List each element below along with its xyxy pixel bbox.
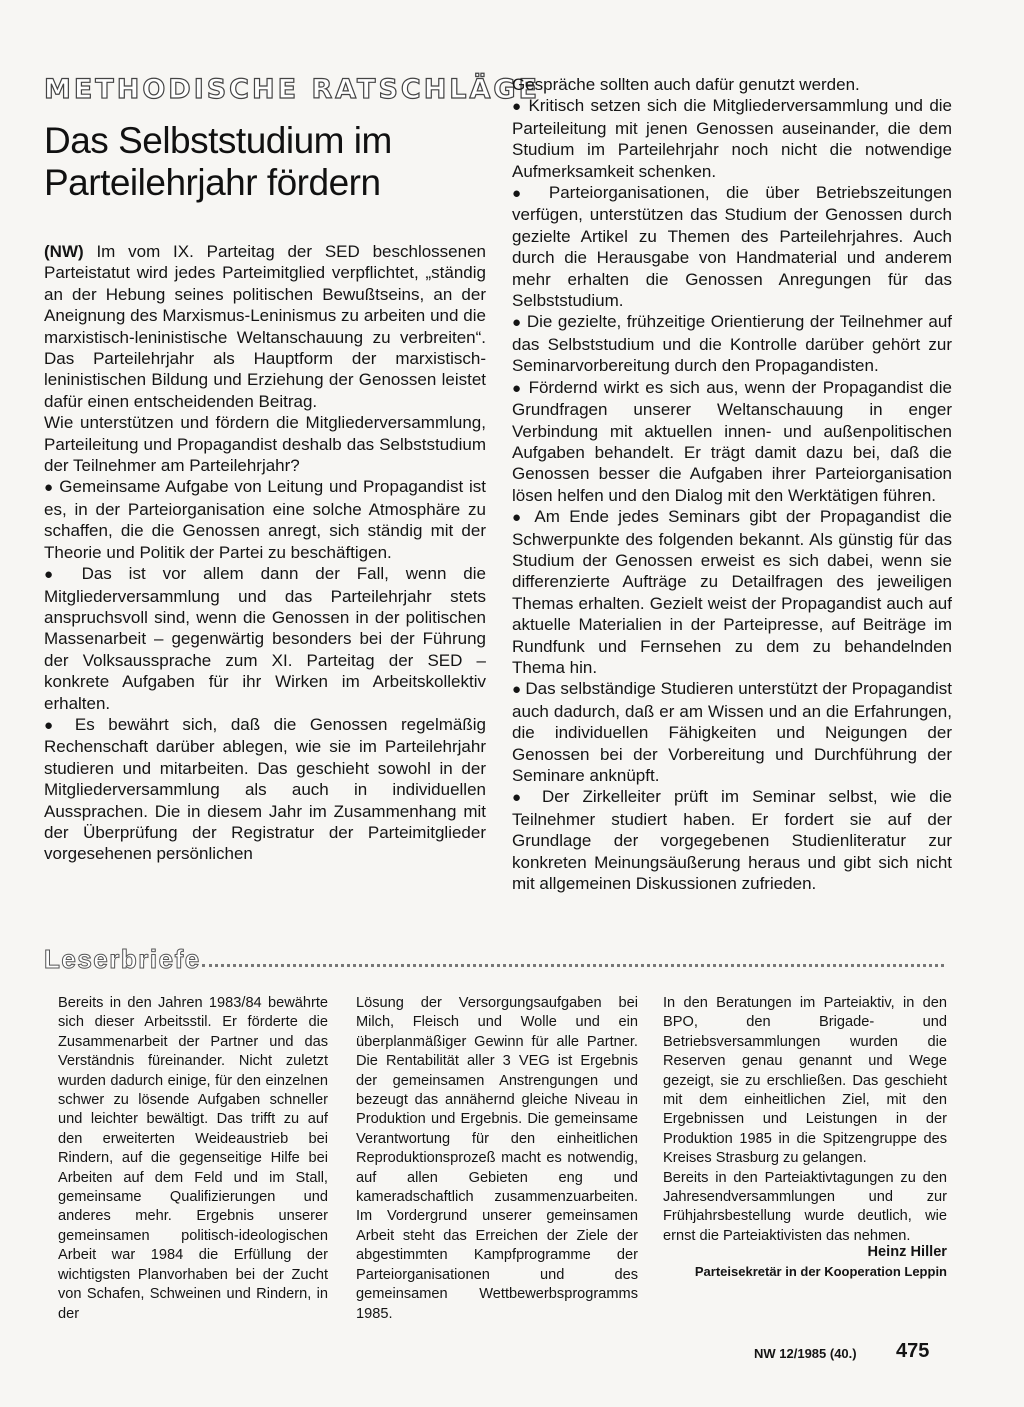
letter-text: Bereits in den Jahren 1983/84 bewährte sich dieser Arbeitsstil. Er förderte die Zusammenarbeit der Partner und das Verständnis füreinander. Nicht zuletzt wurden dadurch einige, für den einzelnen schwer zu lösende Aufgaben schneller und leichter bewältigt. Das trifft zu auf den erweiterten Weideaustrieb bei Rindern, auf die gegenseitige Hilfe bei Arbeiten auf dem Feld und im Stall, gemeinsame Qualifizierungen und anderes mehr. Ergebnis unserer gemeinsamen politisch-ideologischen Arbeit war 1984 die Erfüllung der wichtigsten Planvorhaben bei der Zucht von Schafen, Schweinen und Rindern, in der: [58, 995, 328, 1322]
bullet-point: ● Fördernd wirkt es sich aus, wenn der Propagandist die Grundfragen unserer Weltanschauung in enger Verbindung mit aktuellen innen- und außenpolitischen Aufgaben behandelt. Er trägt damit dazu bei, daß die Genossen besser die Aufgaben ihrer Parteiorganisation lösen helfen und den Dialog mit den Werktätigen führen.: [512, 377, 952, 506]
letter-author-role: Parteisekretär in der Kooperation Leppin: [694, 1264, 947, 1279]
letter-author: Heinz Hiller: [867, 1244, 947, 1260]
issue-info: NW 12/1985 (40.): [754, 1346, 857, 1361]
bullet-point: ● Parteiorganisationen, die über Betriebszeitungen verfügen, unterstützen das Studium der Genossen durch gezielte Artikel zu Themen des Parteilehrjahres. Auch durch die Herausgabe von Handmaterial und anderem mehr erhalten die Genossen Anregungen für das Selbststudium.: [512, 182, 952, 311]
letters-column-1: [58, 994, 328, 1324]
intro-text: Im vom IX. Parteitag der SED beschlossenen Parteistatut wird jedes Parteimitglied verpflichtet, „ständig an der Hebung seines politischen Bewußtseins, an der Aneignung des Marxismus-Leninismus zu arbeiten und die marxistisch-leninistische Weltanschauung zu verbreiten“. Das Parteilehrjahr als Hauptform der marxistisch-leninistischen Bildung und Erziehung der Genossen leistet dafür einen entscheidenden Beitrag.: [44, 242, 486, 411]
article-column-left: [44, 241, 486, 865]
lead-tag: (NW): [44, 242, 84, 261]
letter-text: In den Beratungen im Parteiaktiv, in den BPO, den Brigade- und Betriebsversammlungen wurden die Reserven genau genannt und Wege gezeigt, sie zu erschließen. Das geschieht mit dem einheitlichen Ziel, mit den Ergebnissen und Leistungen in der Produktion 1985 in die Spitzengruppe des Kreises Strasburg zu gelangen.: [663, 995, 947, 1167]
bullet-point: ● Es bewährt sich, daß die Genossen regelmäßig Rechenschaft darüber ablegen, wie sie im Parteilehrjahr studieren und mitarbeiten. Das geschieht sowohl in der Mitgliederversammlung als auch in individuellen Aussprachen. Die in diesem Jahr im Zusammenhang mit der Überprüfung der Registratur der Parteimitglieder vorgesehenen persönlichen: [44, 714, 486, 865]
letters-divider: [202, 964, 944, 967]
bullet-point: ● Das ist vor allem dann der Fall, wenn die Mitgliederversammlung und das Parteilehrjahr stets anspruchsvoll sind, wenn die Genossen in der politischen Massenarbeit – gegenwärtig besonders bei der Führung der Volksaussprache zum XI. Parteitag der SED – konkrete Aufgaben für ihr Wirken im Arbeitskollektiv erhalten.: [44, 563, 486, 714]
letters-heading: Leserbriefe: [44, 944, 201, 974]
article-intro: [44, 241, 486, 412]
letters-column-3: [663, 994, 947, 1246]
bullet-point: ● Das selbständige Studieren unterstützt der Propagandist auch dadurch, daß er am Wissen und an die Erfahrungen, die individuellen Fähigkeiten und Neigungen der Genossen bei der Vorbereitung und Durchführung der Seminare anknüpft.: [512, 678, 952, 786]
letters-header: [44, 944, 944, 980]
bullet-point: ● Am Ende jedes Seminars gibt der Propagandist die Schwerpunkte des folgenden bekannt. Als günstig für das Studium der Genossen erweist es sich dabei, wenn sie differenzierte Aufträge zu Detailfragen des jeweiligen Themas erhalten. Gezielt weist der Propagandist auch auf aktuelle Materialien in der Parteipresse, auf Beiträge im Rundfunk und Fernsehen zu dem zu behandelnden Thema hin.: [512, 506, 952, 678]
bullet-point: ● Der Zirkelleiter prüft im Seminar selbst, wie die Teilnehmer studiert haben. Er fordert sie auf der Grundlage der vorgegebenen Studienliteratur zur konkreten Meinungsäußerung heraus und gibt sich nicht mit allgemeinen Diskussionen zufrieden.: [512, 786, 952, 894]
article-title: Das Selbststudium im Parteilehrjahr fördern: [44, 120, 392, 203]
article-question: Wie unterstützen und fördern die Mitgliederversammlung, Parteileitung und Propagandist deshalb das Selbststudium der Teilnehmer am Parteilehrjahr?: [44, 413, 486, 476]
bullet-point: ● Die gezielte, frühzeitige Orientierung der Teilnehmer auf das Selbststudium und die Kontrolle darüber gehört zur Seminarvorbereitung durch den Propagandisten.: [512, 311, 952, 376]
page-number: 475: [896, 1340, 930, 1362]
continuation-text: Gespräche sollten auch dafür genutzt werden.: [512, 75, 860, 94]
article-column-right: [512, 74, 952, 894]
letters-column-2: [356, 994, 638, 1324]
bullet-point: ● Kritisch setzen sich die Mitgliederversammlung und die Parteileitung mit jenen Genossen auseinander, die dem Studium im Parteilehrjahr noch nicht die notwendige Aufmerksamkeit schenken.: [512, 95, 952, 182]
letter-text: Lösung der Versorgungsaufgaben bei Milch, Fleisch und Wolle und ein überplanmäßiger Gewinn für alle Partner. Die Rentabilität aller 3 VEG ist Ergebnis der gemeinsamen Anstrengungen und bezeugt das annähernd gleiche Niveau in Produktion und Ergebnis. Die gemeinsame Verantwortung für den einheitlichen Reproduktionsprozeß macht es notwendig, auf allen Gebieten eng und kameradschaftlich zusammenzuarbeiten. Im Vordergrund unserer gemeinsamen Arbeit steht das Erreichen der Ziele der abgestimmten Kampfprogramme der Parteiorganisationen und des gemeinsamen Wettbewerbsprogramms 1985.: [356, 995, 638, 1322]
letter-text: Bereits in den Parteiaktivtagungen zu den Jahresendversammlungen und zur Frühjahrsbestellung wurde deutlich, wie ernst die Parteiaktivisten das nehmen.: [663, 1169, 947, 1244]
bullet-point: ● Gemeinsame Aufgabe von Leitung und Propagandist ist es, in der Parteiorganisation eine solche Atmosphäre zu schaffen, die die Genossen anregt, sich ständig mit der Theorie und Politik der Partei zu beschäftigen.: [44, 476, 486, 563]
section-rubric: METHODISCHE RATSCHLÄGE: [44, 74, 541, 105]
